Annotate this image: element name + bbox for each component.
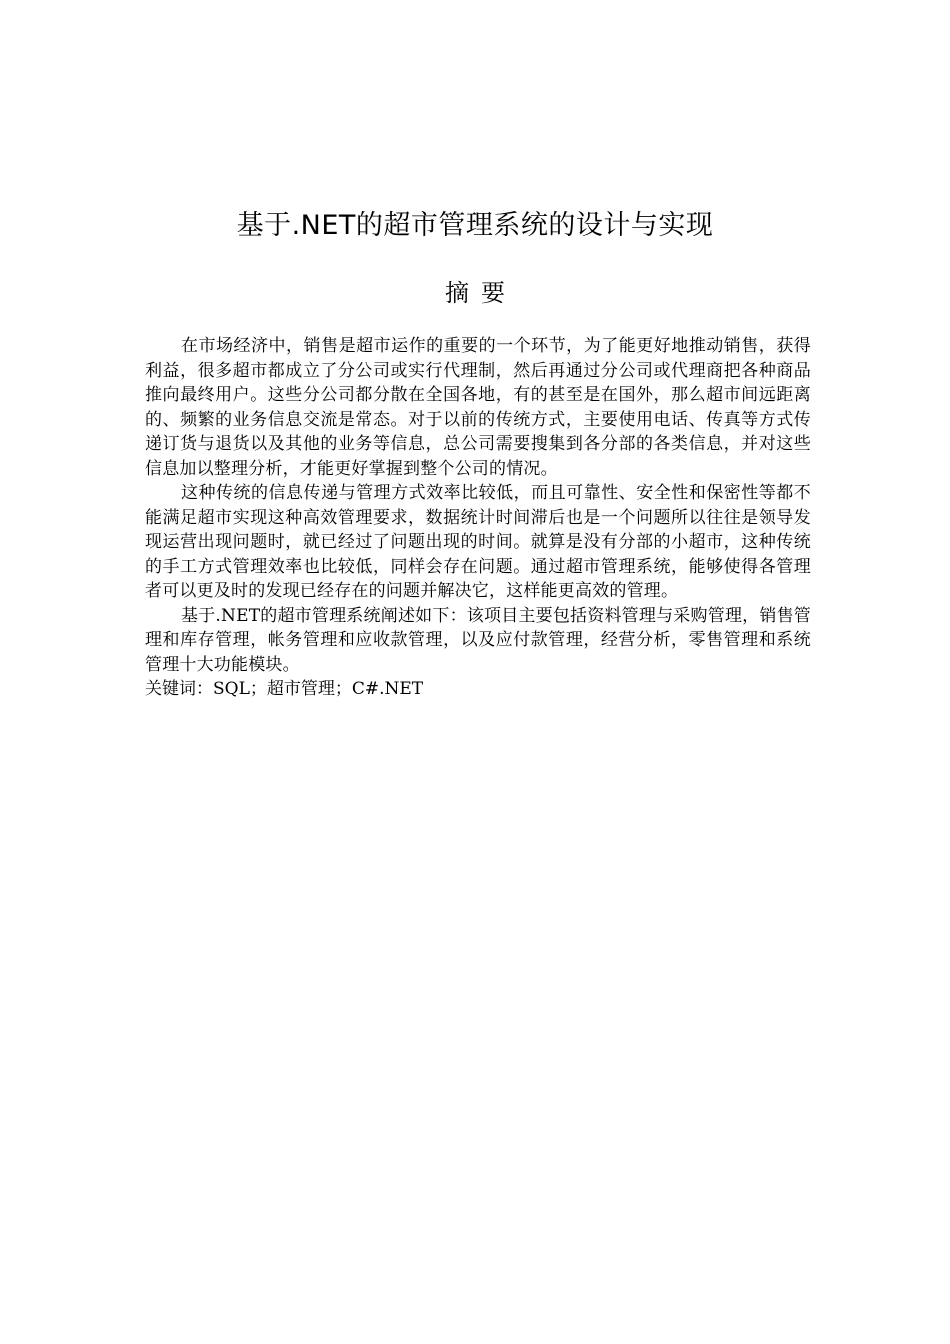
keywords-label: 关键词：: [145, 679, 213, 699]
keywords-value: SQL；超市管理；C#.NET: [213, 679, 424, 699]
abstract-paragraph-1: 在市场经济中，销售是超市运作的重要的一个环节，为了能更好地推动销售，获得利益，很多超市都成立了分公司或实行代理制，然后再通过分公司或代理商把各种商品推向最终用户。这些分公司都分散在全国各地，有的甚至是在国外，那么超市间远距离的、频繁的业务信息交流是常态。对于以前的传统方式，主要使用电话、传真等方式传递订货与退货以及其他的业务等信息，总公司需要搜集到各分部的各类信息，并对这些信息加以整理分析，才能更好掌握到整个公司的情况。: [145, 336, 811, 479]
abstract-body: [145, 334, 811, 702]
abstract-paragraph-2: 这种传统的信息传递与管理方式效率比较低，而且可靠性、安全性和保密性等都不能满足超市实现这种高效管理要求，数据统计时间滞后也是一个问题所以往往是领导发现运营出现问题时，就已经过了问题出现的时间。就算是没有分部的小超市，这种传统的手工方式管理效率也比较低，同样会存在问题。通过超市管理系统，能够使得各管理者可以更及时的发现已经存在的问题并解决它，这样能更高效的管理。: [145, 483, 811, 601]
keywords-line: [145, 677, 811, 702]
abstract-heading: 摘要: [445, 279, 517, 307]
paper-title: 基于.NET的超市管理系统的设计与实现: [236, 210, 714, 241]
abstract-paragraph-3: 基于.NET的超市管理系统阐述如下：该项目主要包括资料管理与采购管理，销售管理和库存管理，帐务管理和应收款管理，以及应付款管理，经营分析，零售管理和系统管理十大功能模块。: [145, 605, 811, 675]
